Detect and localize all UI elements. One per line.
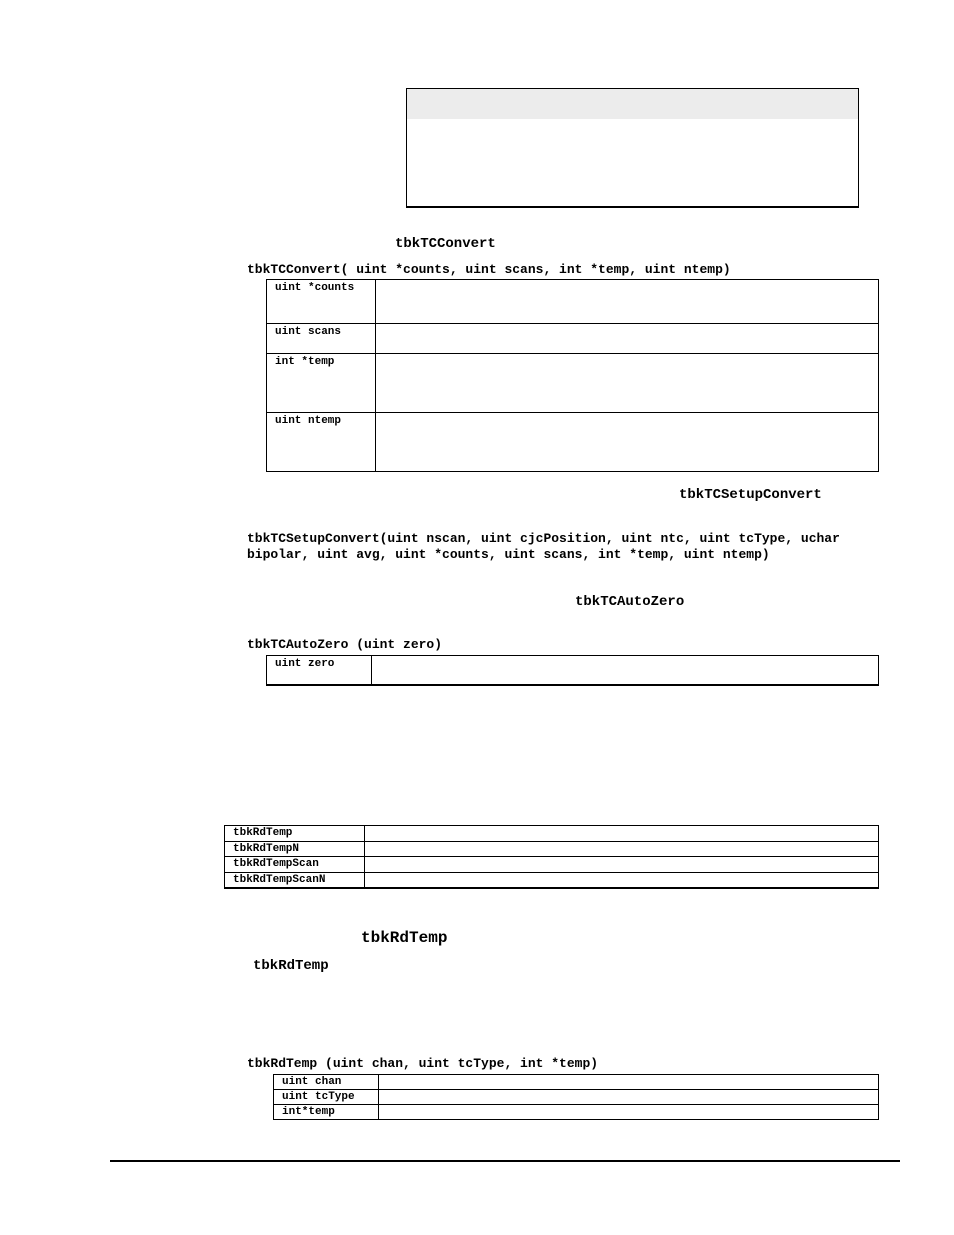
note-box xyxy=(406,88,859,208)
section-heading-tc-autozero: tbkTCAutoZero xyxy=(575,594,685,610)
function-row xyxy=(225,857,879,873)
function-name: tbkRdTemp xyxy=(225,826,365,842)
param-description xyxy=(379,1075,879,1090)
function-row xyxy=(225,873,879,888)
footer-rule xyxy=(110,1160,900,1162)
function-name: tbkRdTempScan xyxy=(225,857,365,873)
param-name: uint tcType xyxy=(274,1090,379,1105)
params-table-tc-convert xyxy=(266,279,879,472)
param-row xyxy=(267,413,879,472)
param-row xyxy=(274,1075,879,1090)
param-row xyxy=(274,1090,879,1105)
signature-tc-setup-convert-line1: tbkTCSetupConvert(uint nscan, uint cjcPosition, uint ntc, uint tcType, uchar xyxy=(247,531,840,546)
param-row xyxy=(267,280,879,324)
param-description xyxy=(379,1090,879,1105)
param-description xyxy=(372,656,879,685)
param-name: uint scans xyxy=(267,324,376,354)
section-subheading-rd-temp: tbkRdTemp xyxy=(253,958,329,974)
section-title-rd-temp: tbkRdTemp xyxy=(361,929,448,947)
param-name: uint chan xyxy=(274,1075,379,1090)
function-list-table xyxy=(224,825,879,889)
function-row xyxy=(225,842,879,857)
param-description xyxy=(376,354,879,413)
params-table-tc-autozero xyxy=(266,655,879,686)
param-row xyxy=(267,324,879,354)
param-row xyxy=(274,1105,879,1120)
function-description xyxy=(365,873,879,888)
section-heading-tc-convert: tbkTCConvert xyxy=(395,236,496,252)
param-description xyxy=(376,324,879,354)
param-name: int*temp xyxy=(274,1105,379,1120)
param-name: uint zero xyxy=(267,656,372,685)
signature-rd-temp: tbkRdTemp (uint chan, uint tcType, int *temp) xyxy=(247,1056,599,1071)
function-row xyxy=(225,826,879,842)
param-name: int *temp xyxy=(267,354,376,413)
param-row xyxy=(267,656,879,685)
param-name: uint *counts xyxy=(267,280,376,324)
function-name: tbkRdTempScanN xyxy=(225,873,365,888)
signature-tc-setup-convert-line2: bipolar, uint avg, uint *counts, uint scans, int *temp, uint ntemp) xyxy=(247,547,770,562)
function-description xyxy=(365,857,879,873)
signature-tc-convert: tbkTCConvert( uint *counts, uint scans, int *temp, uint ntemp) xyxy=(247,262,731,277)
section-heading-tc-setup-convert: tbkTCSetupConvert xyxy=(679,487,822,503)
function-name: tbkRdTempN xyxy=(225,842,365,857)
param-name: uint ntemp xyxy=(267,413,376,472)
function-description xyxy=(365,826,879,842)
params-table-rd-temp xyxy=(273,1074,879,1120)
param-description xyxy=(376,280,879,324)
function-description xyxy=(365,842,879,857)
param-description xyxy=(376,413,879,472)
signature-tc-autozero: tbkTCAutoZero (uint zero) xyxy=(247,637,443,652)
param-row xyxy=(267,354,879,413)
param-description xyxy=(379,1105,879,1120)
note-box-header xyxy=(407,89,858,119)
